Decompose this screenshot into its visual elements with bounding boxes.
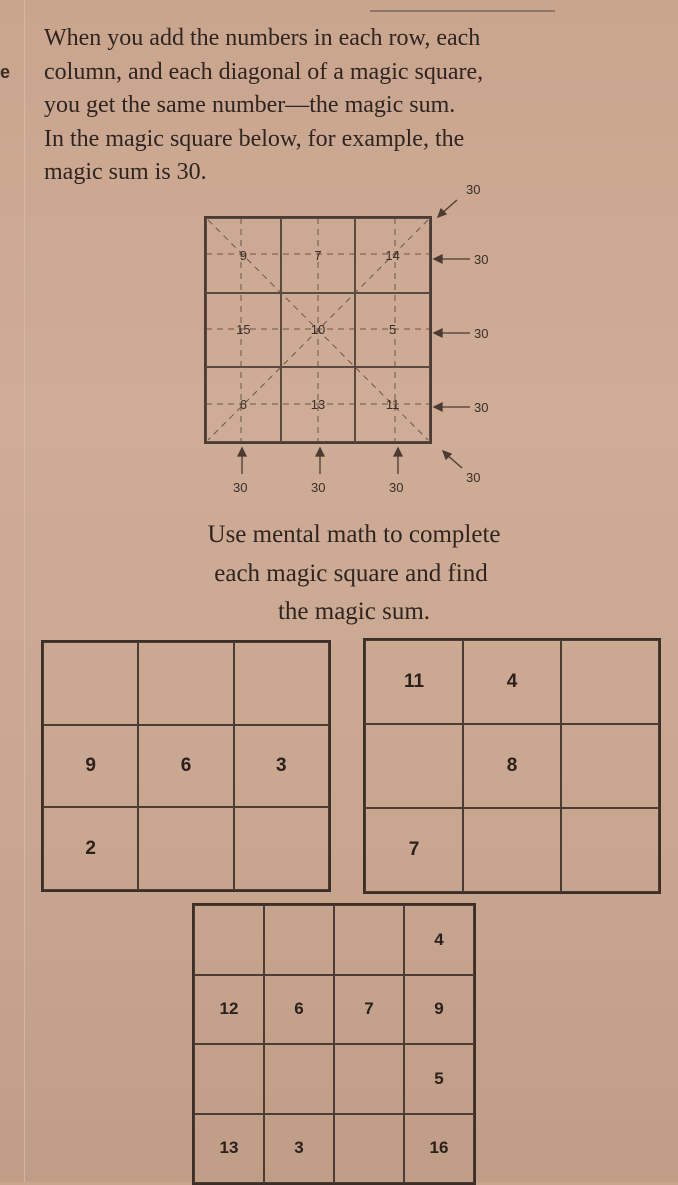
puzzle-cell: 8 xyxy=(463,724,561,808)
puzzle-cell: 3 xyxy=(264,1114,334,1184)
intro-paragraph xyxy=(44,22,624,190)
puzzle-cell[interactable] xyxy=(561,808,659,892)
example-cell: 15 xyxy=(206,293,281,368)
example-cell: 7 xyxy=(281,218,356,293)
puzzle-cell[interactable] xyxy=(334,905,404,975)
puzzle-cell[interactable] xyxy=(561,724,659,808)
puzzle-cell[interactable] xyxy=(234,642,329,725)
puzzle-cell: 5 xyxy=(404,1044,474,1114)
instruction-line: Use mental math to complete xyxy=(207,521,501,548)
example-cell: 6 xyxy=(206,367,281,442)
row-sum: 30 xyxy=(474,252,489,267)
puzzle-cell[interactable] xyxy=(334,1044,404,1114)
puzzle-cell: 6 xyxy=(138,725,233,808)
puzzle-cell[interactable] xyxy=(43,642,138,725)
magic-square-puzzle-2 xyxy=(363,638,661,894)
puzzle-cell[interactable] xyxy=(334,1114,404,1184)
example-cell: 9 xyxy=(206,218,281,293)
diagonal-sum-bottom: 30 xyxy=(466,470,481,485)
magic-square-puzzle-3 xyxy=(192,903,476,1185)
puzzle-cell[interactable] xyxy=(561,640,659,724)
puzzle-cell[interactable] xyxy=(264,905,334,975)
instruction-text xyxy=(0,516,678,632)
intro-line: In the magic square below, for example, the xyxy=(44,125,465,152)
puzzle-cell: 11 xyxy=(365,640,463,724)
puzzle-cell: 4 xyxy=(404,905,474,975)
puzzle-cell: 16 xyxy=(404,1114,474,1184)
top-rule xyxy=(370,10,555,12)
column-sum: 30 xyxy=(233,480,248,495)
column-sum: 30 xyxy=(311,480,326,495)
margin-mark: e xyxy=(0,62,11,82)
puzzle-cell[interactable] xyxy=(194,1044,264,1114)
instruction-line: the magic sum. xyxy=(277,598,431,625)
puzzle-cell: 7 xyxy=(334,975,404,1045)
instruction-line: each magic square and find xyxy=(214,559,488,587)
puzzle-cell: 9 xyxy=(404,975,474,1045)
puzzle-cell: 4 xyxy=(463,640,561,724)
magic-square-puzzle-1 xyxy=(41,640,331,892)
puzzle-cell[interactable] xyxy=(463,808,561,892)
puzzle-cell: 2 xyxy=(43,807,138,890)
puzzle-cell[interactable] xyxy=(138,807,233,890)
puzzle-cell: 6 xyxy=(264,975,334,1045)
puzzle-cell: 13 xyxy=(194,1114,264,1184)
intro-line: magic sum is 30. xyxy=(44,159,207,185)
intro-line: column, and each diagonal of a magic square, xyxy=(44,58,484,85)
row-sum: 30 xyxy=(474,326,489,341)
puzzle-cell: 7 xyxy=(365,808,463,892)
example-cell: 14 xyxy=(355,218,430,293)
example-cell: 10 xyxy=(281,293,356,368)
intro-line: When you add the numbers in each row, each xyxy=(44,25,481,51)
puzzle-cell: 9 xyxy=(43,725,138,808)
example-grid xyxy=(204,216,432,444)
puzzle-cell[interactable] xyxy=(264,1044,334,1114)
example-cell: 5 xyxy=(355,293,430,368)
puzzle-cell[interactable] xyxy=(194,905,264,975)
puzzle-cell[interactable] xyxy=(234,807,329,890)
puzzle-cell[interactable] xyxy=(365,724,463,808)
row-sum: 30 xyxy=(474,400,489,415)
example-cell: 11 xyxy=(355,367,430,442)
diagonal-sum-top: 30 xyxy=(466,182,481,197)
puzzle-cell: 3 xyxy=(234,725,329,808)
example-cell: 13 xyxy=(281,367,356,442)
column-sum: 30 xyxy=(389,480,404,495)
puzzle-cell[interactable] xyxy=(138,642,233,725)
puzzle-cell: 12 xyxy=(194,975,264,1045)
intro-line: you get the same number—the magic sum. xyxy=(44,92,456,118)
